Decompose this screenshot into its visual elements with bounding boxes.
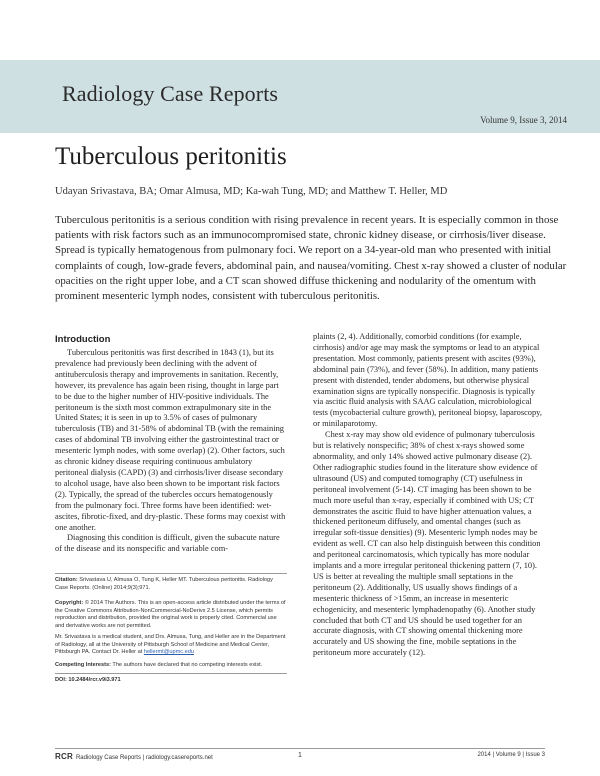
body-paragraph: Chest x-ray may show old evidence of pulmonary tuberculosis but is relatively nonspecific; 38% of chest x-rays showed some abnormality, and only 14% showed active pulmonary disease (2). Other radiographic studies found in the literature show evidence of ultrasound (US) and computed tomography (CT) usefulness in peritoneal involvement (5-14). CT imaging has been shown to be much more useful than x-ray, especially if combined with US; CT demonstrates the ascitic fluid to have higher attenuation values, a thickened peritoneum diffusely, and omental changes (such as irregular soft-tissue densities) (9). Mesenteric lymph nodes may be evident as well. CT can also help distinguish between this condition and peritoneal carcinomatosis, which typically has more nodular implants and a more irregular peritoneal thickening pattern (7, 10). US is better at revealing the multiple small septations in the peritoneum (2). Additionally, US usually shows findings of a mesenteric thickness of >15mm, an increase in mesenteric echogenicity, and mesenteric lymphadenopathy (6). Another study concluded that both CT and US should be used together for an accurate diagnosis, with CT showing omental thickening more accurately and US showing the fine, mobile septations in the peritoneum more accurately (12). bbox=[313, 430, 541, 658]
copyright-block bbox=[55, 600, 287, 630]
doi: DOI: 10.2484/rcr.v9i3.971 bbox=[55, 677, 121, 683]
competing-interests-label: Competing Interests: bbox=[55, 662, 111, 668]
footer-brand bbox=[55, 752, 213, 761]
competing-interests-text: The authors have declared that no competing interests exist. bbox=[112, 662, 263, 668]
copyright-text: © 2014 The Authors. This is an open-access article distributed under the terms of the Creative Commons Attribution-NonCommercial-NoDerivs 2.5 License, which permits reproduction and distribution, provided the original work is properly cited. Commercial use and derivative works are not permitted. bbox=[55, 600, 286, 629]
citation-text: Srivastava U, Almusa O, Tung K, Heller MT. Tuberculous peritonitis. Radiology Case Reports. (Online) 2014;9(3);971. bbox=[55, 577, 273, 591]
affiliation-block bbox=[55, 634, 287, 657]
footer-brand-logo: RCR bbox=[55, 752, 73, 761]
body-paragraph: plaints (2, 4). Additionally, comorbid conditions (for example, cirrhosis) and/or age may mask the symptoms or lead to an atypical presentation. Most commonly, patients present with ascites (93%), abdominal pain (73%), and fever (58%). In addition, many patients present with distended, tender abdomens, but otherwise physical examination signs are typically nonspecific. Diagnosis is typically via ascitic fluid analysis with SAAG calculation, microbiological tests (mycobacterial culture growth), peritoneal biopsy, laparoscopy, or minilaparotomy. bbox=[313, 332, 542, 429]
journal-title: Radiology Case Reports bbox=[62, 81, 279, 106]
section-heading-introduction: Introduction bbox=[55, 334, 111, 345]
doi-divider bbox=[55, 673, 287, 674]
article-info-divider bbox=[55, 573, 287, 574]
right-column bbox=[313, 332, 545, 659]
author-list: Udayan Srivastava, BA; Omar Almusa, MD; Ka-wah Tung, MD; and Matthew T. Heller, MD bbox=[55, 186, 448, 197]
contact-email-link[interactable]: hellermt@upmc.edu bbox=[143, 649, 194, 656]
footer-issue: 2014 | Volume 9 | Issue 3 bbox=[477, 752, 545, 758]
abstract: Tuberculous peritonitis is a serious condition with rising prevalence in recent years. It is especially common in those patients with risk factors such as an immunocompromised state, chronic kidney disease, or cirrhosis/liver disease. Spread is typically hematogenous from pulmonary foci. We report on a 34-year-old man who presented with initial complaints of cough, low-grade fevers, abdominal pain, and nausea/vomiting. Chest x-ray showed a cluster of nodular opacities on the right upper lobe, and a CT scan showed diffuse thickening and nodularity of the omentum with prominent mesenteric lymph nodes, consistent with tuberculous peritonitis. bbox=[55, 214, 567, 303]
affiliation-text: Mr. Srivastava is a medical student, and Drs. Almusa, Tung, and Heller are in the Department of Radiology, all at the University of Pittsburgh School of Medicine and Medical Center, Pittsburgh PA. Contact Dr. Heller at bbox=[55, 634, 286, 656]
citation-block bbox=[55, 577, 287, 592]
body-paragraph: Tuberculous peritonitis was first described in 1843 (1), but its prevalence had previously been declining with the advent of antituberculosis therapy and improvements in sanitation. Recently, however, its prevalence has again been rising, thought in large part to be due to the higher number of HIV-positive individuals. The peritoneum is the sixth most common extrapulmonary site in the United States; it is seen in up to 3.5% of cases of pulmonary tuberculosis (TB) and 31-58% of abdominal TB (with the remaining cases of abdominal TB involving either the gastrointestinal tract or mesenteric lymph nodes, with some overlap) (2). Other factors, such as chronic kidney disease requiring continuous ambulatory peritoneal dialysis (CAPD) (3) and cirrhosis/liver disease secondary to alcohol usage, have also been shown to be important risk factors (2). Typically, the spread of the tubercles occurs hematogenously from the pulmonary foci. Three forms have been identified: wet-ascites, fibrotic-fixed, and dry-plastic. These forms may coexist with one another. bbox=[55, 348, 286, 532]
page-number: 1 bbox=[298, 752, 302, 759]
footer-brand-text: Radiology Case Reports | radiology.casereports.net bbox=[75, 755, 213, 761]
article-title: Tuberculous peritonitis bbox=[55, 143, 287, 170]
competing-interests-block bbox=[55, 662, 287, 670]
footer-divider bbox=[55, 748, 545, 749]
copyright-label: Copyright: bbox=[55, 600, 84, 606]
volume-issue: Volume 9, Issue 3, 2014 bbox=[480, 115, 567, 125]
citation-label: Citation: bbox=[55, 577, 78, 583]
body-paragraph: Diagnosing this condition is difficult, given the subacute nature of the disease and its nonspecific and variable com- bbox=[55, 533, 280, 554]
left-column bbox=[55, 348, 287, 555]
